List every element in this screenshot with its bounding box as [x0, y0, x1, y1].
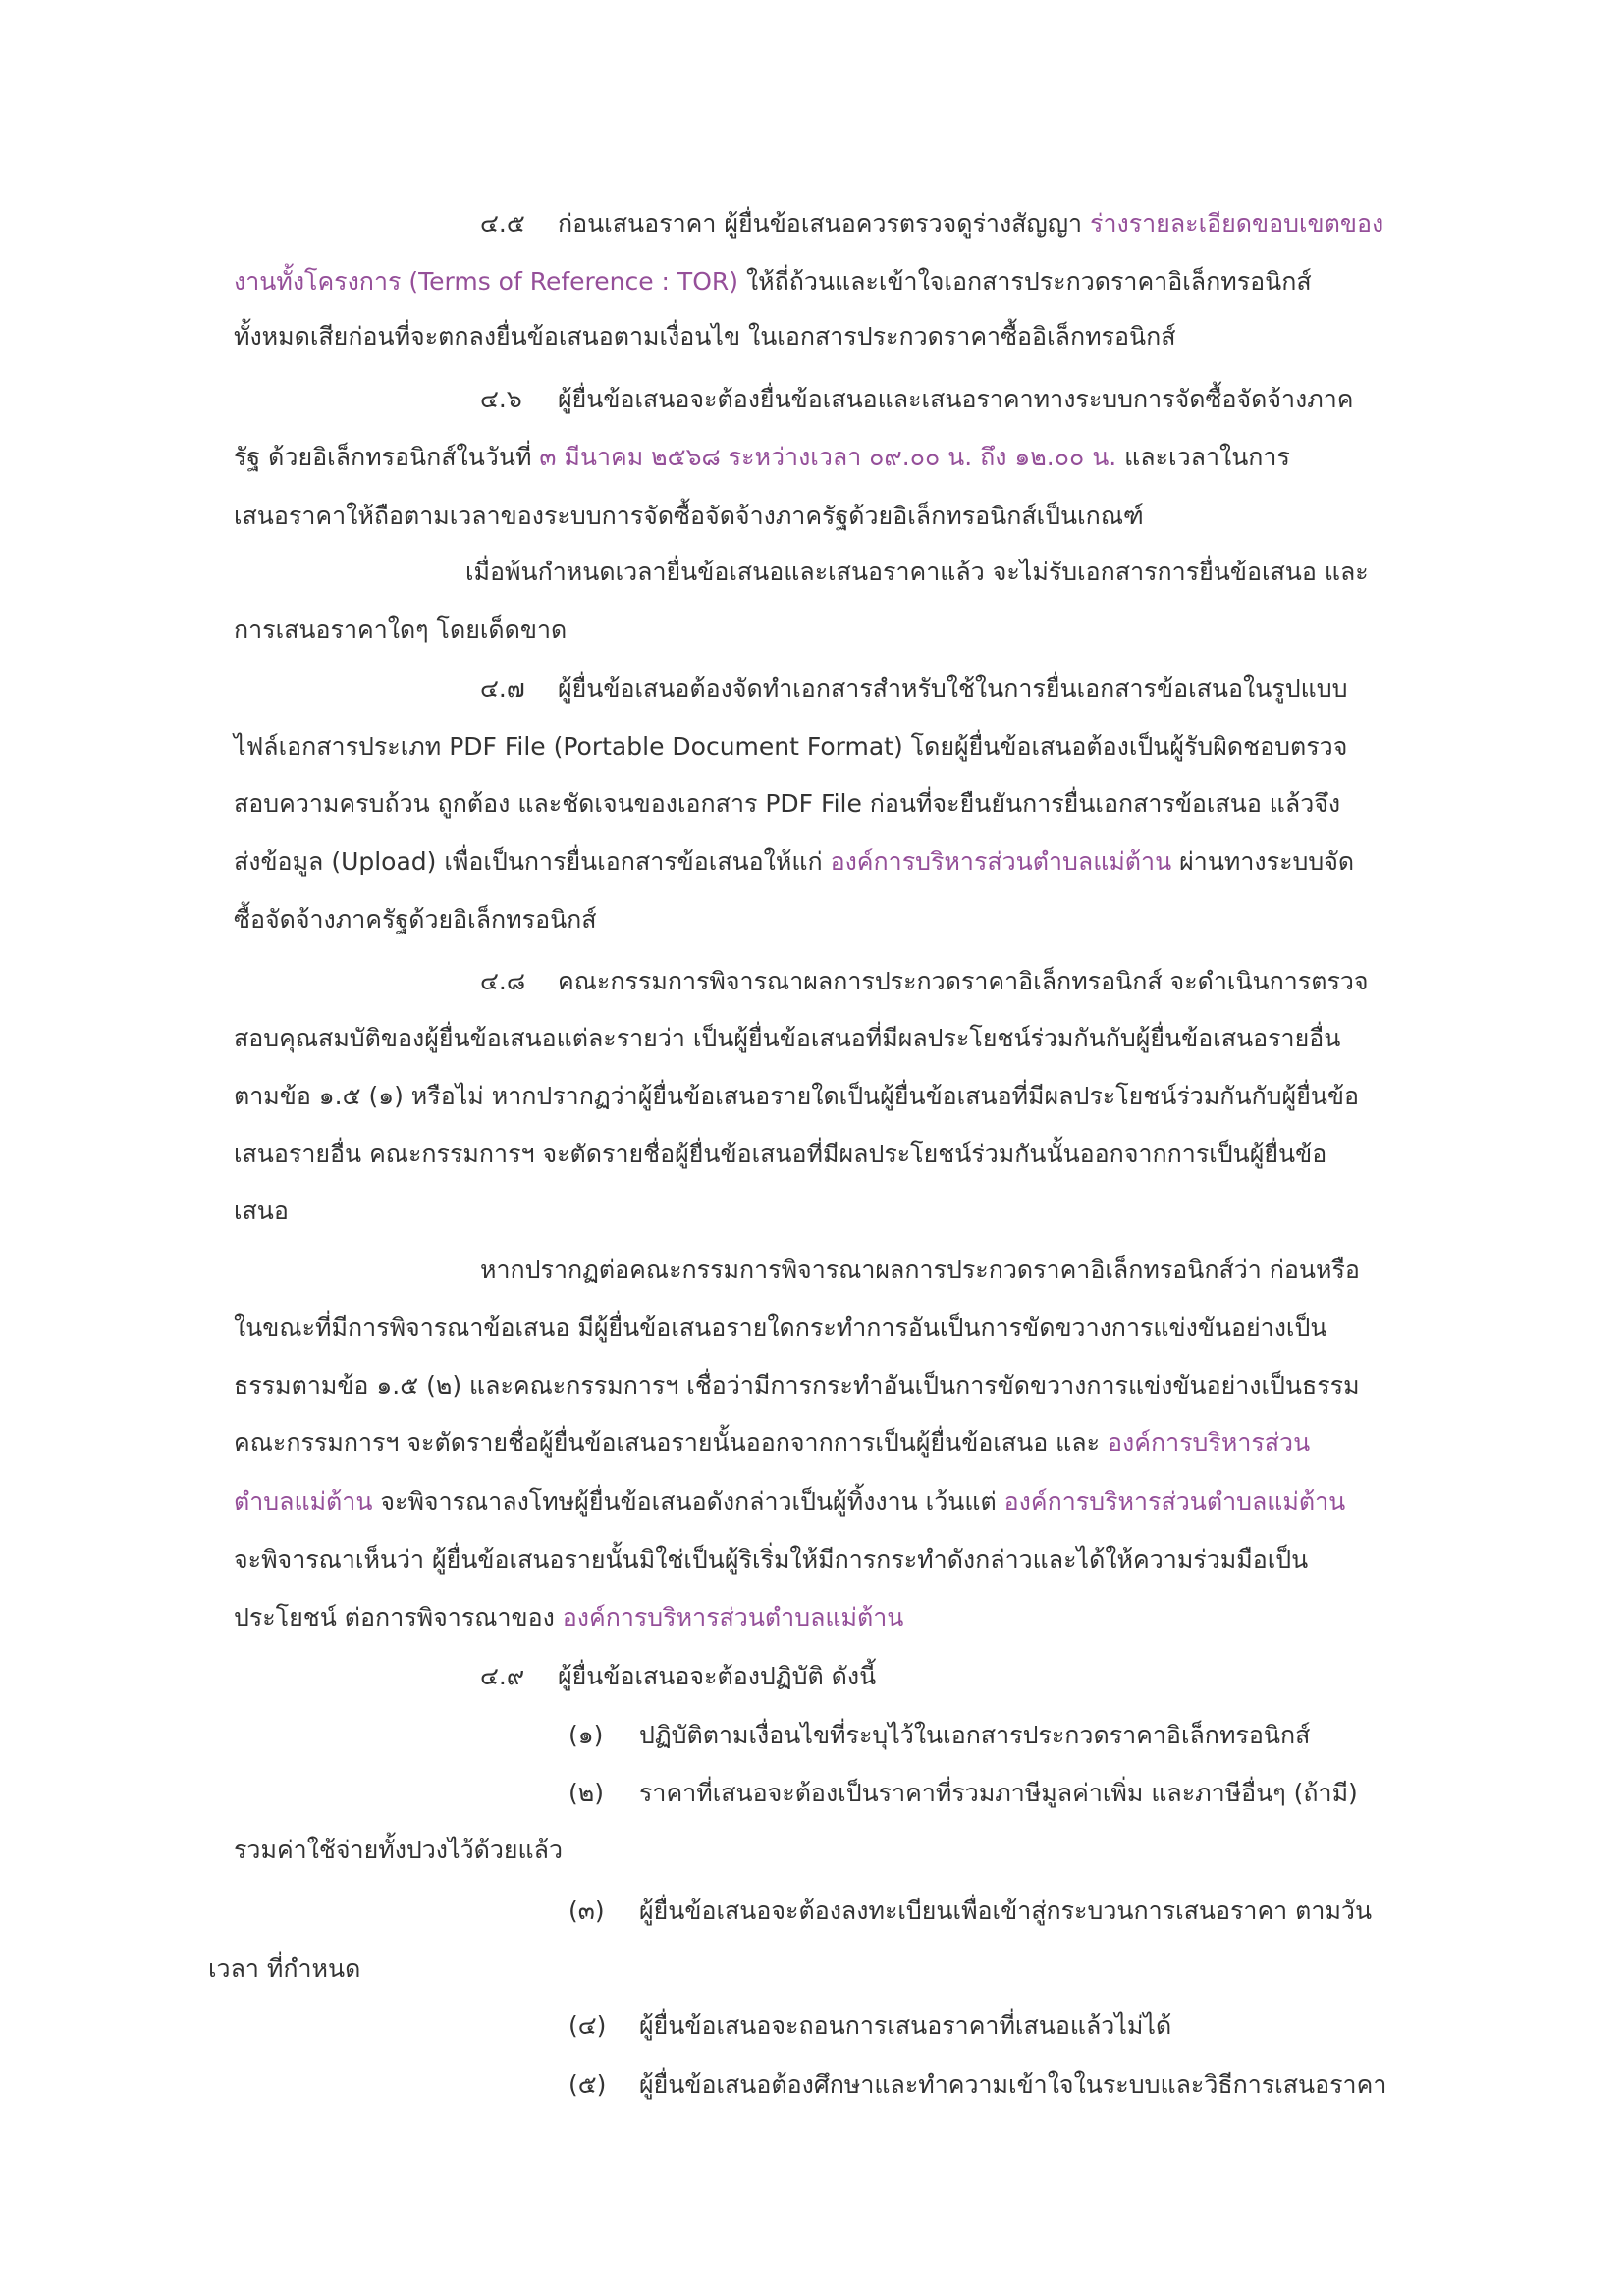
- text-segment: ไฟล์เอกสารประเภท PDF File (Portable Document Format) โดยผู้ยื่นข้อเสนอต้องเป็นผู้รับผิดชอบตรวจ: [234, 732, 1348, 761]
- text-line: [234, 1308, 1326, 1348]
- text-line: [234, 1077, 1359, 1116]
- highlighted-text: งานทั้งโครงการ (Terms of Reference : TOR): [234, 267, 739, 295]
- text-line: [558, 380, 1354, 419]
- text-line: [558, 669, 1347, 709]
- text-segment: ในขณะที่มีการพิจารณาข้อเสนอ มีผู้ยื่นข้อเสนอรายใดกระทำการอันเป็นการขัดขวางการแข่งขันอย่างเป็น: [234, 1313, 1327, 1342]
- clause-number: ๔.๗: [480, 674, 525, 703]
- text-segment: รัฐ ด้วยอิเล็กทรอนิกส์ในวันที่: [234, 443, 540, 471]
- text-line: [234, 1540, 1308, 1579]
- clause-number: ๔.๖: [480, 385, 522, 413]
- text-line: [558, 204, 1383, 243]
- text-segment: สอบความครบถ้วน ถูกต้อง และชัดเจนของเอกสาร PDF File ก่อนที่จะยืนยันการยื่นเอกสารข้อเสนอ แล้วจึง: [234, 789, 1341, 818]
- text-line: [234, 1831, 563, 1870]
- text-segment: ก่อนเสนอราคา ผู้ยื่นข้อเสนอควรตรวจดูร่างสัญญา: [558, 209, 1091, 238]
- highlighted-text: ตำบลแม่ต้าน: [234, 1487, 373, 1516]
- text-segment: จะพิจารณาลงโทษผู้ยื่นข้อเสนอดังกล่าวเป็นผู้ทิ้งงาน เว้นแต่: [372, 1487, 1004, 1516]
- text-line: [234, 438, 1290, 477]
- highlighted-text: องค์การบริหารส่วนตำบลแม่ต้าน: [830, 847, 1172, 876]
- text-line: [234, 900, 597, 939]
- text-line: [234, 1366, 1360, 1406]
- text-segment: ผู้ยื่นข้อเสนอต้องจัดทำเอกสารสำหรับใช้ในการยื่นเอกสารข้อเสนอในรูปแบบ: [558, 674, 1348, 703]
- text-segment: ผู้ยื่นข้อเสนอจะถอนการเสนอราคาที่เสนอแล้วไม่ได้: [639, 2011, 1172, 2040]
- text-line: [639, 2006, 1171, 2046]
- text-line: [208, 1949, 360, 1989]
- text-segment: ผู้ยื่นข้อเสนอจะต้องยื่นข้อเสนอและเสนอราคาทางระบบการจัดซื้อจัดจ้างภาค: [558, 385, 1354, 413]
- sub-item-number: (๓): [568, 1896, 605, 1925]
- text-line: [639, 1774, 1358, 1813]
- text-segment: สอบคุณสมบัติของผู้ยื่นข้อเสนอแต่ละรายว่า เป็นผู้ยื่นข้อเสนอที่มีผลประโยชน์ร่วมกันกับผู้ยื่นข้อเสนอรายอื่น: [234, 1024, 1341, 1052]
- text-line: [234, 1423, 1310, 1463]
- text-segment: หากปรากฏต่อคณะกรรมการพิจารณาผลการประกวดราคาอิเล็กทรอนิกส์ว่า ก่อนหรือ: [480, 1255, 1360, 1284]
- clause-number: ๔.๙: [480, 1662, 525, 1690]
- text-segment: ทั้งหมดเสียก่อนที่จะตกลงยื่นข้อเสนอตามเงื่อนไข ในเอกสารประกวดราคาซื้ออิเล็กทรอนิกส์: [234, 322, 1176, 350]
- text-segment: คณะกรรมการฯ จะตัดรายชื่อผู้ยื่นข้อเสนอรายนั้นออกจากการเป็นผู้ยื่นข้อเสนอ และ: [234, 1428, 1108, 1457]
- text-line: [234, 1019, 1340, 1058]
- text-line: [639, 2065, 1386, 2105]
- text-segment: เสนอรายอื่น คณะกรรมการฯ จะตัดรายชื่อผู้ยื่นข้อเสนอที่มีผลประโยชน์ร่วมกันนั้นออกจากการเป็นผู้ยื่นข้อ: [234, 1140, 1327, 1168]
- text-line: [234, 727, 1347, 767]
- highlighted-text: องค์การบริหารส่วนตำบลแม่ต้าน: [1003, 1487, 1346, 1516]
- text-segment: ซื้อจัดจ้างภาครัฐด้วยอิเล็กทรอนิกส์: [234, 905, 597, 934]
- text-line: [234, 1598, 903, 1637]
- text-segment: ประโยชน์ ต่อการพิจารณาของ: [234, 1603, 563, 1631]
- clause-number: ๔.๕: [480, 209, 525, 238]
- highlighted-text: องค์การบริหารส่วนตำบลแม่ต้าน: [562, 1603, 904, 1631]
- text-segment: ผู้ยื่นข้อเสนอจะต้องปฏิบัติ ดังนี้: [558, 1662, 877, 1690]
- sub-item-number: (๔): [568, 2011, 607, 2040]
- text-segment: และเวลาในการ: [1116, 443, 1290, 471]
- text-segment: ตามข้อ ๑.๕ (๑) หรือไม่ หากปรากฏว่าผู้ยื่นข้อเสนอรายใดเป็นผู้ยื่นข้อเสนอที่มีผลประโยชน์ร่วมกันกับผู้ยื่นข้อ: [234, 1082, 1360, 1110]
- text-segment: ให้ถี่ถ้วนและเข้าใจเอกสารประกวดราคาอิเล็กทรอนิกส์: [738, 267, 1312, 295]
- text-segment: ผู้ยื่นข้อเสนอจะต้องลงทะเบียนเพื่อเข้าสู่กระบวนการเสนอราคา ตามวัน: [639, 1896, 1373, 1925]
- text-segment: ปฏิบัติตามเงื่อนไขที่ระบุไว้ในเอกสารประกวดราคาอิเล็กทรอนิกส์: [639, 1721, 1311, 1749]
- text-line: [558, 1657, 876, 1696]
- text-line: [465, 553, 1369, 592]
- text-line: [234, 262, 1312, 301]
- text-segment: การเสนอราคาใดๆ โดยเด็ดขาด: [234, 615, 568, 644]
- text-segment: เสนอ: [234, 1197, 289, 1225]
- text-line: [234, 1482, 1345, 1522]
- text-segment: รวมค่าใช้จ่ายทั้งปวงไว้ด้วยแล้ว: [234, 1836, 564, 1864]
- text-line: [480, 1251, 1360, 1290]
- sub-item-number: (๒): [568, 1779, 604, 1807]
- text-line: [234, 611, 567, 650]
- text-segment: ผู้ยื่นข้อเสนอต้องศึกษาและทำความเข้าใจในระบบและวิธีการเสนอราคา: [639, 2070, 1387, 2099]
- highlighted-text: ๓ มีนาคม ๒๕๖๘ ระหว่างเวลา ๐๙.๐๐ น. ถึง ๑๒.๐๐ น.: [539, 443, 1117, 471]
- text-segment: คณะกรรมการพิจารณาผลการประกวดราคาอิเล็กทรอนิกส์ จะดำเนินการตรวจ: [558, 967, 1369, 995]
- text-segment: จะพิจารณาเห็นว่า ผู้ยื่นข้อเสนอรายนั้นมิใช่เป็นผู้ริเริ่มให้มีการกระทำดังกล่าวและได้ให้ความร่วมมือเป็น: [234, 1545, 1309, 1574]
- sub-item-number: (๕): [568, 2070, 607, 2099]
- text-line: [234, 1192, 289, 1231]
- text-line: [234, 317, 1176, 356]
- text-line: [234, 842, 1354, 881]
- text-line: [234, 497, 1144, 536]
- text-segment: ธรรมตามข้อ ๑.๕ (๒) และคณะกรรมการฯ เชื่อว่ามีการกระทำอันเป็นการขัดขวางการแข่งขันอย่างเป็นธรรม: [234, 1371, 1360, 1400]
- text-segment: เสนอราคาให้ถือตามเวลาของระบบการจัดซื้อจัดจ้างภาครัฐด้วยอิเล็กทรอนิกส์เป็นเกณฑ์: [234, 502, 1144, 530]
- highlighted-text: องค์การบริหารส่วน: [1108, 1428, 1311, 1457]
- text-line: [234, 784, 1340, 824]
- text-line: [558, 962, 1369, 1001]
- highlighted-text: ร่างรายละเอียดขอบเขตของ: [1090, 209, 1384, 238]
- text-segment: ส่งข้อมูล (Upload) เพื่อเป็นการยื่นเอกสารข้อเสนอให้แก่: [234, 847, 831, 876]
- text-line: [234, 1135, 1326, 1174]
- text-segment: ราคาที่เสนอจะต้องเป็นราคาที่รวมภาษีมูลค่าเพิ่ม และภาษีอื่นๆ (ถ้ามี): [639, 1779, 1358, 1807]
- text-segment: เมื่อพ้นกำหนดเวลายื่นข้อเสนอและเสนอราคาแล้ว จะไม่รับเอกสารการยื่นข้อเสนอ และ: [465, 558, 1369, 586]
- text-line: [639, 1892, 1372, 1931]
- sub-item-number: (๑): [568, 1721, 604, 1749]
- clause-number: ๔.๘: [480, 967, 526, 995]
- text-segment: เวลา ที่กำหนด: [208, 1954, 361, 1983]
- text-segment: ผ่านทางระบบจัด: [1171, 847, 1355, 876]
- text-line: [639, 1716, 1310, 1755]
